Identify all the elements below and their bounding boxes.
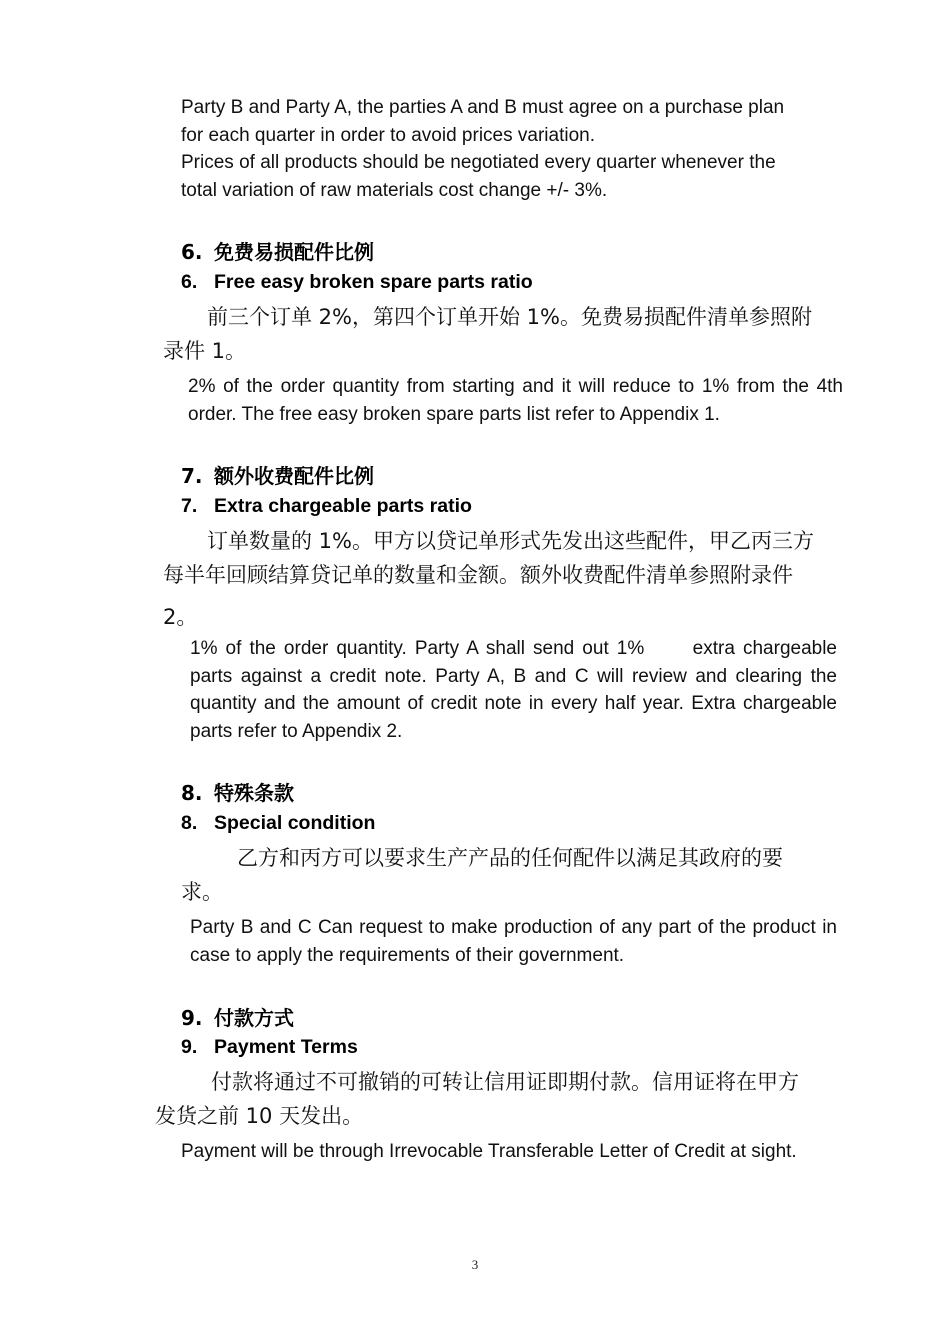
section-number: 7. xyxy=(181,495,198,517)
body-zh-line: 录件 1。 xyxy=(163,339,247,363)
section-title-en: Payment Terms xyxy=(214,1036,358,1058)
section-number: 8. xyxy=(181,812,198,834)
section-body-en: 2% of the order quantity from starting and it will reduce to 1% from the 4th order. The free easy broken spare parts list refer to Appendix 1. xyxy=(188,376,843,425)
section-heading-en xyxy=(181,495,472,518)
section-number: 8. xyxy=(181,781,203,805)
section-heading-en xyxy=(181,1036,358,1059)
section-title-zh: 特殊条款 xyxy=(214,781,294,805)
section-body-zh xyxy=(155,1065,845,1133)
section-body-en: Party B and C Can request to make production of any part of the product in case to apply the requirements of their government. xyxy=(190,917,837,966)
section-body-zh xyxy=(163,300,843,368)
section-heading-zh xyxy=(181,1002,294,1031)
body-zh-line: 发货之前 10 天发出。 xyxy=(155,1104,364,1128)
section-heading-zh xyxy=(181,460,374,489)
section-title-zh: 免费易损配件比例 xyxy=(214,240,374,264)
section-title-en: Special condition xyxy=(214,812,376,834)
section-heading-zh xyxy=(181,777,294,806)
intro-line: Party B and Party A, the parties A and B must agree on a purchase plan xyxy=(181,97,785,118)
section-body-en: Payment will be through Irrevocable Transferable Letter of Credit at sight. xyxy=(181,1141,797,1162)
section-number: 6. xyxy=(181,271,198,293)
intro-line: Prices of all products should be negotiated every quarter whenever the xyxy=(181,152,776,173)
section-number: 7. xyxy=(181,464,203,488)
body-zh-line: 每半年回顾结算贷记单的数量和金额。额外收费配件清单参照附录件 xyxy=(163,563,793,587)
section-title-en: Extra chargeable parts ratio xyxy=(214,495,472,517)
intro-line: total variation of raw materials cost change +/- 3%. xyxy=(181,179,608,201)
section-body-zh xyxy=(181,841,841,909)
section-body-zh xyxy=(163,524,843,634)
section-title-zh: 付款方式 xyxy=(214,1006,294,1030)
section-heading-zh xyxy=(181,236,374,265)
intro-line: for each quarter in order to avoid prices variation. xyxy=(181,124,595,146)
section-number: 9. xyxy=(181,1036,198,1058)
section-number: 6. xyxy=(181,240,203,264)
page-number: 3 xyxy=(471,1257,479,1272)
section-heading-en xyxy=(181,812,375,835)
body-zh-line: 付款将通过不可撤销的可转让信用证即期付款。信用证将在甲方 xyxy=(211,1070,799,1094)
section-heading-en xyxy=(181,271,533,294)
body-zh-line: 求。 xyxy=(181,880,223,904)
section-number: 9. xyxy=(181,1006,203,1030)
intro-paragraph xyxy=(181,94,841,204)
section-title-en: Free easy broken spare parts ratio xyxy=(214,271,533,293)
section-title-zh: 额外收费配件比例 xyxy=(214,464,374,488)
section-body-en: 1% of the order quantity. Party A shall send out 1% extra chargeable parts against a credit note. Party A, B and C will review and clearing the quantity and the amount of credit note in every half year. Extra chargeable parts refer to Appendix 2. xyxy=(190,638,843,742)
body-zh-line: 订单数量的 1%。甲方以贷记单形式先发出这些配件，甲乙丙三方 xyxy=(207,529,814,553)
body-zh-line: 乙方和丙方可以要求生产产品的任何配件以满足其政府的要 xyxy=(237,846,783,870)
body-zh-line: 前三个订单 2%，第四个订单开始 1%。免费易损配件清单参照附 xyxy=(207,305,812,329)
body-zh-line: 2。 xyxy=(163,605,198,629)
